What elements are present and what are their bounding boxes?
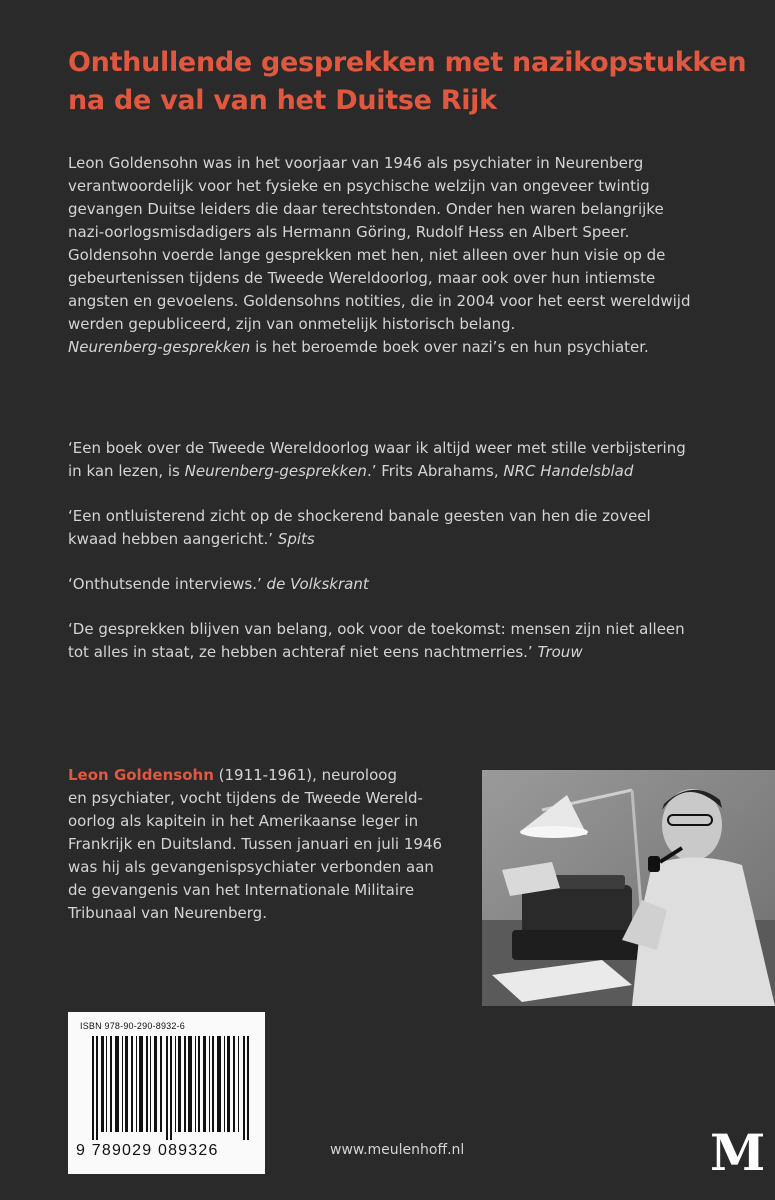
headline <box>68 44 748 120</box>
barcode-bars <box>92 1036 252 1140</box>
intro-paragraph <box>68 152 758 359</box>
intro-line: angsten en gevoelens. Goldensohns notities, die in 2004 voor het eerst wereldwijd <box>68 292 691 310</box>
intro-line: verantwoordelijk voor het fysieke en psychische welzijn van ongeveer twintig <box>68 177 650 195</box>
bio-line: Tribunaal van Neurenberg. <box>68 904 267 922</box>
quote-nrc <box>68 437 758 483</box>
author-photo <box>482 770 775 1006</box>
bio-line: de gevangenis van het Internationale Militaire <box>68 881 415 899</box>
book-title: Neurenberg-gesprekken <box>68 338 251 356</box>
intro-line: gevangen Duitse leiders die daar terechtstonden. Onder hen waren belangrijke <box>68 200 664 218</box>
intro-line: werden gepubliceerd, zijn van onmetelijk historisch belang. <box>68 315 516 333</box>
headline-line-1: Onthullende gesprekken met nazikopstukken <box>68 47 747 78</box>
barcode <box>68 1012 265 1174</box>
quote-book-title: Neurenberg-gesprekken <box>184 462 367 480</box>
quote-source: NRC Handelsblad <box>503 462 634 480</box>
author-name: Leon Goldensohn <box>68 766 214 784</box>
quote-text: kwaad hebben aangericht.’ <box>68 530 278 548</box>
headline-line-2: na de val van het Duitse Rijk <box>68 85 497 116</box>
intro-line: Goldensohn voerde lange gesprekken met hen, niet alleen over hun visie op de <box>68 246 666 264</box>
bio-text: (1911-1961), neuroloog <box>213 766 397 784</box>
bio-line: was hij als gevangenispsychiater verbonden aan <box>68 858 434 876</box>
quote-source: de Volkskrant <box>266 575 369 593</box>
quote-author: .’ Frits Abrahams, <box>366 462 504 480</box>
publisher-logo: M <box>710 1123 766 1182</box>
quote-text: ‘Onthutsende interviews.’ <box>68 575 267 593</box>
author-bio <box>68 764 478 925</box>
quote-text: tot alles in staat, ze hebben achteraf niet eens nachtmerries.’ <box>68 643 538 661</box>
quote-line <box>68 460 758 483</box>
quote-source: Trouw <box>537 643 583 661</box>
quote-line <box>68 641 758 664</box>
quote-line: ‘Een boek over de Tweede Wereldoorlog waar ik altijd weer met stille verbijstering <box>68 439 686 457</box>
quote-spits <box>68 505 758 551</box>
bio-line: Frankrijk en Duitsland. Tussen januari en juli 1946 <box>68 835 443 853</box>
quote-text: in kan lezen, is <box>68 462 185 480</box>
isbn-label: ISBN 978-90-290-8932-6 <box>80 1021 185 1031</box>
barcode-digits: 9 789029 089326 <box>76 1142 219 1159</box>
quote-volkskrant <box>68 573 758 596</box>
quote-source: Spits <box>277 530 315 548</box>
author-photo-illustration <box>482 770 775 1006</box>
bio-line <box>68 764 478 787</box>
quote-line <box>68 573 758 596</box>
quote-line: ‘De gesprekken blijven van belang, ook voor de toekomst: mensen zijn niet alleen <box>68 620 685 638</box>
quote-line: ‘Een ontluisterend zicht op de shockerend banale geesten van hen die zoveel <box>68 507 651 525</box>
bio-line: oorlog als kapitein in het Amerikaanse leger in <box>68 812 419 830</box>
bio-line: en psychiater, vocht tijdens de Tweede Wereld- <box>68 789 423 807</box>
review-quotes <box>68 437 758 686</box>
publisher-website[interactable]: www.meulenhoff.nl <box>330 1142 465 1158</box>
quote-trouw <box>68 618 758 664</box>
intro-line: Leon Goldensohn was in het voorjaar van 1946 als psychiater in Neurenberg <box>68 154 644 172</box>
quote-line <box>68 528 758 551</box>
intro-last-text: is het beroemde boek over nazi’s en hun psychiater. <box>250 338 649 356</box>
intro-line: nazi-oorlogsmisdadigers als Hermann Göring, Rudolf Hess en Albert Speer. <box>68 223 630 241</box>
intro-line: gebeurtenissen tijdens de Tweede Wereldoorlog, maar ook over hun intiemste <box>68 269 656 287</box>
intro-line-last <box>68 336 758 359</box>
